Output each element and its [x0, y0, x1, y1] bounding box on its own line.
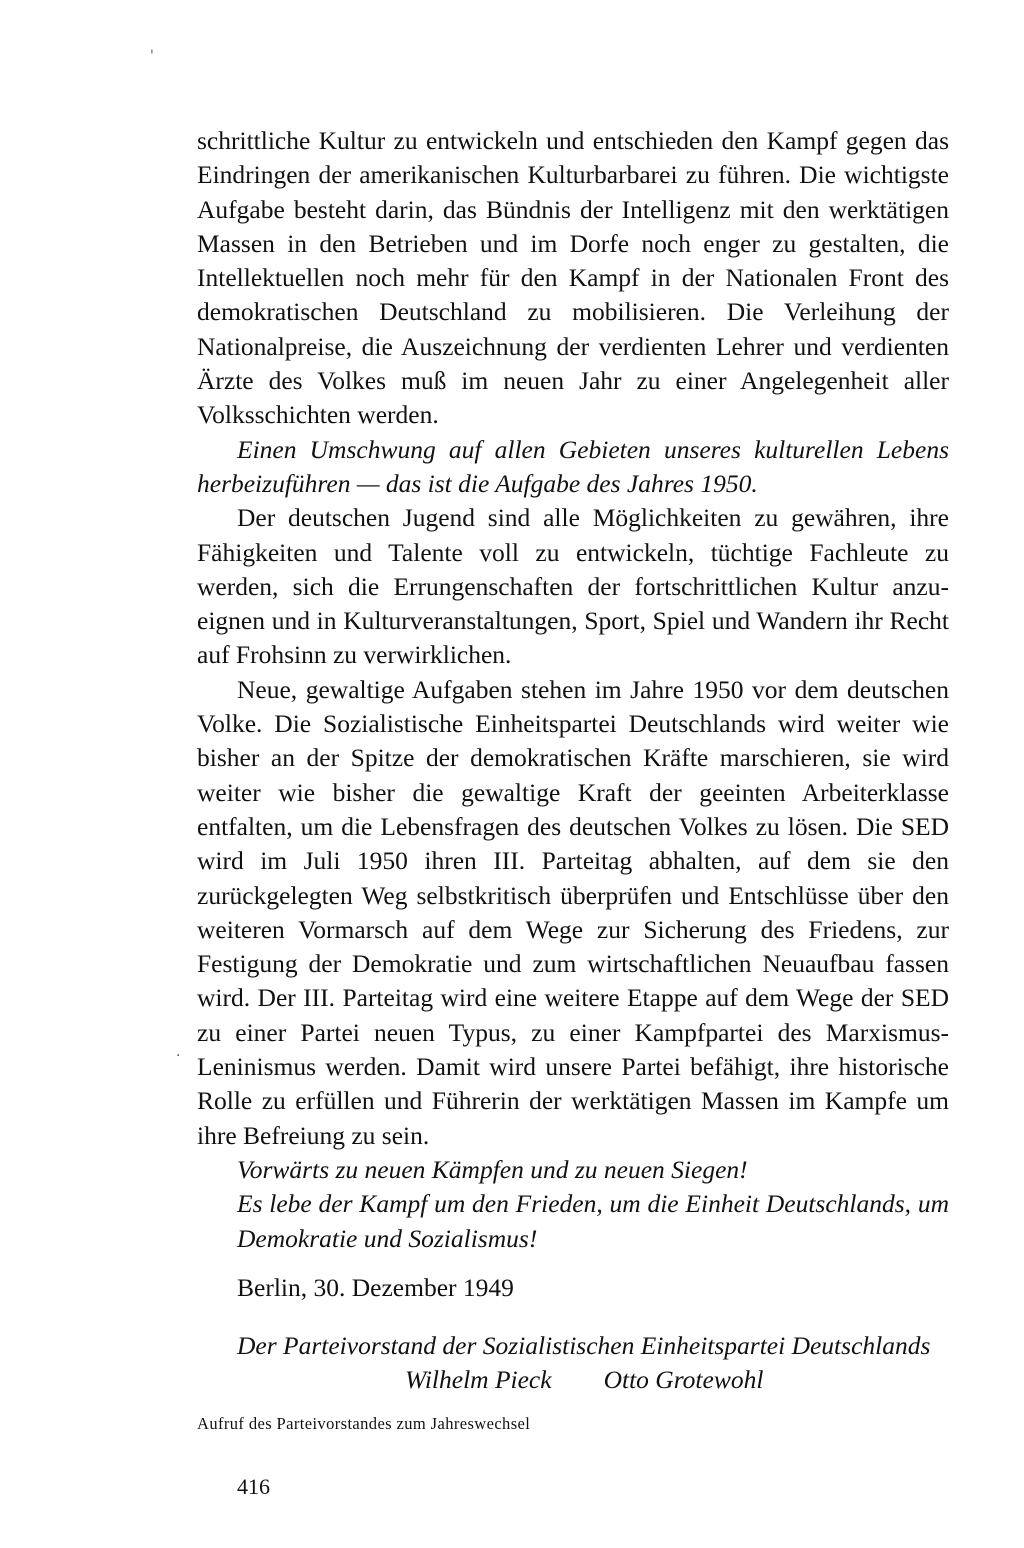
slogan-1: Vorwärts zu neuen Kämpfen und zu neuen Siegen! — [237, 1154, 748, 1184]
source-note: Aufruf des Parteivorstandes zum Jahreswechsel — [197, 1413, 531, 1433]
date-line: Berlin, 30. Dezember 1949 — [237, 1272, 514, 1302]
slogan-2: Es lebe der Kampf um den Frieden, um die Einheit Deutschlands, um Demokratie und Sozialismus! — [237, 1189, 949, 1253]
signatory-grotewohl: Otto Grotewohl — [603, 1365, 764, 1395]
scan-speck-mark: ' — [150, 48, 154, 64]
emphasis-paragraph: Einen Umschwung auf allen Gebieten unseres kulturellen Lebens herbeizuführen — das ist die Aufgabe des Jahres 1950. — [197, 434, 949, 498]
body-paragraph-1: schrittliche Kultur zu entwickeln und entschieden den Kampf gegen das Eindringen der amerikanischen Kulturbarbarei zu führen. Die wichtigste Aufgabe besteht darin, das Bündnis der Intelligenz mit den werktätigen Massen in den Betrieben und im Dorfe noch enger zu gestalten, die Intellektuellen noch mehr für den Kampf in der Nationalen Front des demokratischen Deutschland zu mobilisieren. Die Verleihung der Nationalpreise, die Auszeichnung der verdienten Lehrer und verdienten Ärzte des Volkes muß im neuen Jahr zu einer Angelegenheit aller Volksschichten werden. — [197, 126, 949, 430]
page-number: 416 — [237, 1473, 270, 1499]
signing-body: Der Parteivorstand der Sozialistischen Einheitspartei Deutschlands — [237, 1331, 931, 1361]
body-paragraph-youth: Der deutschen Jugend sind alle Möglichkeiten zu gewähren, ihre Fähigkeiten und Talente voll zu entwickeln, tüchtige Fachleute zu werden, sich die Errungenschaften der fortschrittlichen Kultur anzueignen und in Kulturveranstaltungen, Sport, Spiel und Wandern ihr Recht auf Frohsinn zu verwirklichen. — [197, 503, 949, 670]
signatories — [197, 1363, 949, 1397]
scan-speck-mark-2: . — [176, 1044, 181, 1060]
body-paragraph-tasks: Neue, gewaltige Aufgaben stehen im Jahre 1950 vor dem deutschen Volke. Die Sozialistische Einheitspartei Deutschlands wird weiter wie bisher an der Spitze der demokratischen Kräfte marschieren, sie wird weiter wie bisher die gewaltige Kraft der geeinten Arbeiterklasse entfalten, um die Lebensfragen des deutschen Volkes zu lösen. Die SED wird im Juli 1950 ihren III. Parteitag abhalten, auf dem sie den zurückgelegten Weg selbstkritisch überprüfen und Entschlüsse über den weiteren Vormarsch auf dem Wege zur Sicherung des Friedens, zur Festigung der Demokratie und zum wirtschaftlichen Neuaufbau fassen wird. Der III. Parteitag wird eine weitere Etappe auf dem Wege der SED zu einer Partei neuen Typus, zu einer Kampfpartei des Marxismus-Leninismus werden. Damit wird unsere Partei befähigt, ihre historische Rolle zu erfüllen und Führerin der werktätigen Massen im Kampfe um ihre Befreiung zu sein. — [197, 674, 949, 1150]
document-page — [197, 124, 949, 1502]
signatory-pieck: Wilhelm Pieck — [405, 1365, 552, 1395]
